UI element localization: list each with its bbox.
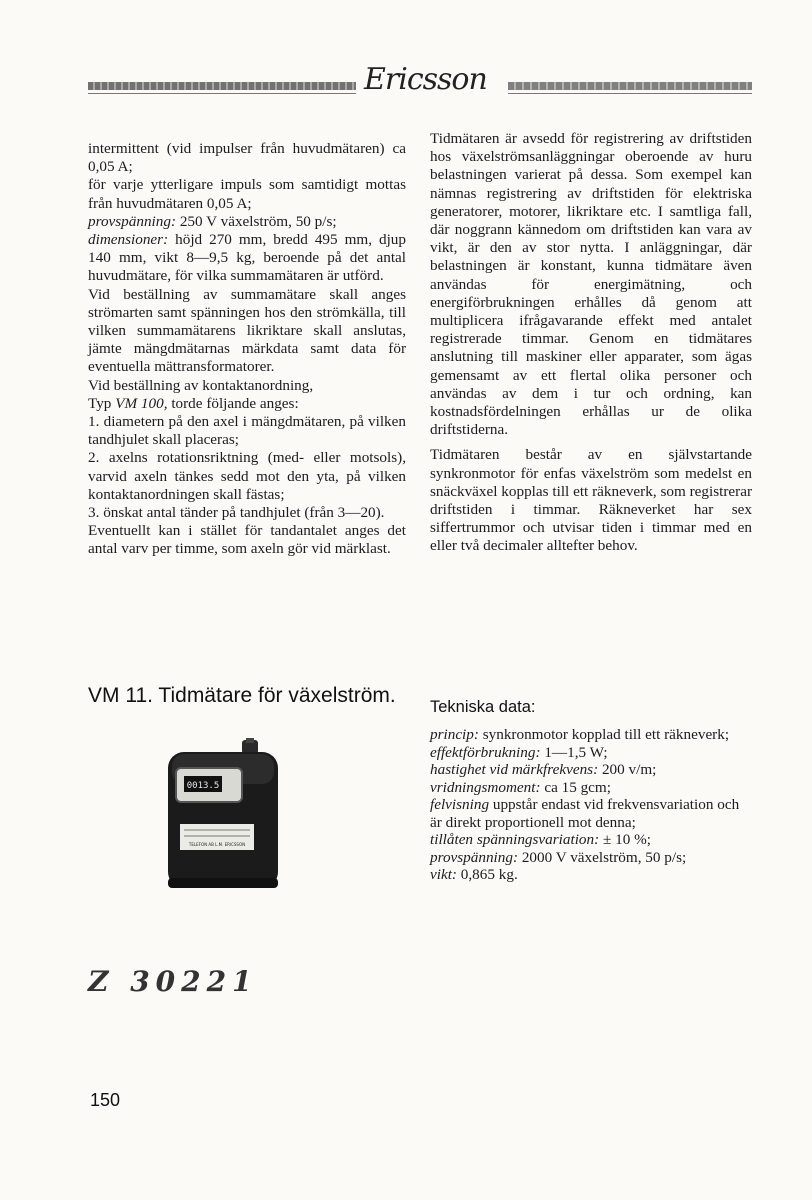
tech-label: vikt: [430, 866, 457, 883]
tech-item [430, 726, 752, 744]
tech-label: vridningsmoment: [430, 778, 541, 796]
tech-label: hastighet vid märkfrekvens: [430, 761, 599, 778]
term-value: höjd 270 mm, bredd 495 mm, djup 140 mm, vikt 8—9,5 kg, beroende på det antal huvudmätare, för vilka summamätaren är utförd. [88, 231, 406, 285]
paragraph: Vid beställning av summamätare skall anges strömarten samt spänningen hos den strömkälla, till vilken summamätarens likriktare skall anslutas, jämte mängdmätarnas märkdata samt data för eventuella mättransformatorer. [88, 285, 406, 376]
tech-label: provspänning: [430, 848, 519, 866]
list-item: 3. önskat antal tänder på tandhjulet (från 3—20). [88, 504, 385, 522]
tech-value: synkronmotor kopplad till ett räkneverk; [478, 726, 730, 743]
tech-label: tillåten spänningsvariation: [430, 831, 600, 848]
tech-heading: Tekniska data: [430, 698, 536, 716]
tech-item [430, 761, 752, 779]
list-item: 2. axelns rotationsriktning (med- eller motsols), varvid axeln tänkes sedd mot den yta, på vilken kontaktanordningen skall fästas; [88, 449, 406, 503]
tech-label: effektförbrukning: [430, 743, 541, 761]
term-label: dimensioner: [88, 231, 169, 249]
time-meter-photo [164, 738, 282, 893]
term-label: provspänning: [88, 212, 177, 230]
tech-value: ± 10 %; [599, 831, 651, 848]
term-value: 250 V växelström, 50 p/s; [176, 212, 337, 230]
tech-item [430, 796, 752, 831]
tech-value: uppstår endast vid frekvensvariation och är direkt proportionell mot denna; [430, 796, 740, 831]
paragraph: Tidmätaren är avsedd för registrering av driftstiden hos växelströmsanläggningar oberoende av huru belastningen varierat på dessa. Som exempel kan nämnas registrering av driftstiden för elektriska generatorer, motorer, likriktare etc. I samtliga fall, där noggrann kännedom om driftstiden kan vara av vikt, är den av stor nytta. I anläggningar, där belastningen är konstant, kunna tidmätare även användas för energimätning, och energiförbrukningen erhålles då genom att multiplicera ifrågavarande effekt med antalet registrerade timmar. Genom en tidmätares anslutning till maskiner eller apparater, som ägas gemensamt av ett flertal olika personer och användas av dem i tur och ordning, kan kostnadsfördelningen erhållas ur de olika driftstiderna. [430, 130, 752, 439]
header-rule-left-line [88, 93, 356, 94]
paragraph [88, 213, 406, 231]
paragraph: Vid beställning av kontaktanordning, [88, 376, 314, 394]
tech-item [430, 779, 752, 797]
nameplate-text: TELEFON AB L.M. ERICSSON [188, 842, 246, 847]
page-header [88, 60, 752, 110]
ericsson-logo: Ericsson [364, 62, 487, 97]
product-heading: VM 11. Tidmätare för växelström. [88, 684, 396, 707]
tech-label: princip: [430, 726, 479, 743]
tech-value: 0,865 kg. [456, 866, 518, 883]
header-rule-left [88, 82, 356, 90]
tech-item [430, 744, 752, 762]
tech-value: ca 15 gcm; [540, 778, 611, 796]
tech-value: 2000 V växelström, 50 p/s; [518, 848, 687, 866]
paragraph: Eventuellt kan i stället för tandantalet anges det antal varv per timme, som axeln gör vid märklast. [88, 522, 406, 558]
right-column [430, 130, 752, 556]
type-prefix: Typ [88, 394, 116, 412]
paragraph: för varje ytterligare impuls som samtidigt mottas från huvudmätaren 0,05 A; [88, 176, 406, 212]
time-meter-illustration [164, 738, 282, 893]
header-rule-right [508, 82, 752, 90]
page-number: 150 [90, 1090, 121, 1110]
tech-value: 1—1,5 W; [540, 743, 608, 761]
type-label: VM 100, [115, 394, 168, 412]
tech-item [430, 831, 752, 849]
list-item: 1. diametern på den axel i mängdmätaren, på vilken tandhjulet skall placeras; [88, 413, 406, 449]
tech-label: felvisning [430, 796, 490, 813]
paragraph [88, 395, 406, 413]
tech-value: 200 v/m; [598, 761, 657, 778]
left-column [88, 140, 406, 559]
tech-item [430, 866, 752, 884]
tech-data-list [430, 726, 752, 884]
paragraph [88, 231, 406, 286]
counter-digits: 0013.5 [186, 781, 220, 791]
type-text: torde följande anges: [167, 394, 299, 412]
header-rule-right-line [508, 93, 752, 94]
paragraph: intermittent (vid impulser från huvudmätaren) ca 0,05 A; [88, 140, 406, 176]
paragraph: Tidmätaren består av en självstartande synkronmotor för enfas växelström som medelst en snäckväxel kopplas till ett räkneverk, som registrerar driftstiden i timmar. Räkneverket har sex siffertrummor och utvisar tiden i timmar med en eller två decimaler alltefter behov. [430, 446, 752, 555]
tech-item [430, 849, 752, 867]
handwritten-mark: Z 30221 [88, 965, 258, 998]
